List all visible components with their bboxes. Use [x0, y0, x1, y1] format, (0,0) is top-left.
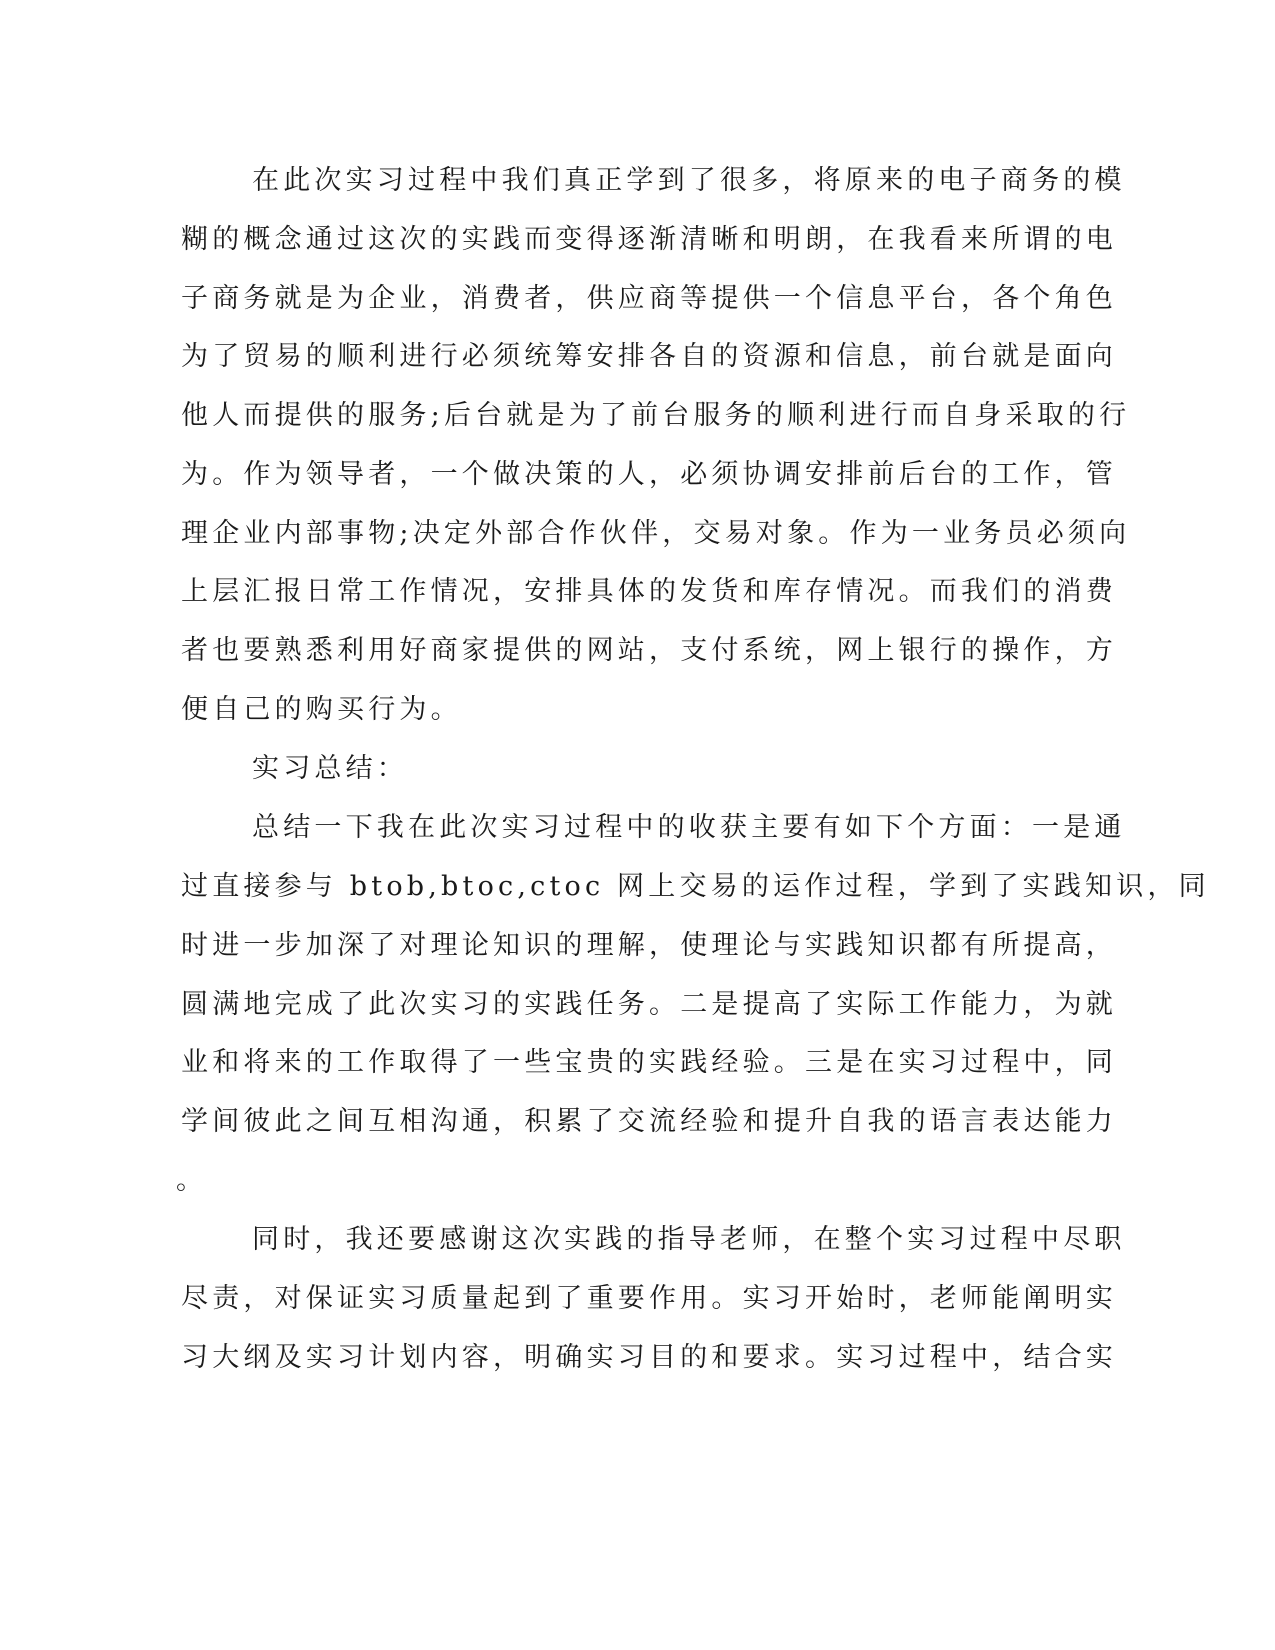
- paragraph-2-line-5: 业和将来的工作取得了一些宝贵的实践经验。三是在实习过程中，同: [181, 1047, 1117, 1078]
- paragraph-2-line-7: 。: [176, 1165, 208, 1196]
- paragraph-2-line-1: 总结一下我在此次实习过程中的收获主要有如下个方面：一是通: [252, 812, 1126, 843]
- paragraph-1-line-8: 上层汇报日常工作情况，安排具体的发货和库存情况。而我们的消费: [181, 576, 1117, 607]
- paragraph-3-line-2: 尽责，对保证实习质量起到了重要作用。实习开始时，老师能阐明实: [181, 1283, 1117, 1314]
- paragraph-1-line-5: 他人而提供的服务;后台就是为了前台服务的顺利进行而自身采取的行: [181, 400, 1131, 431]
- paragraph-1-line-7: 理企业内部事物;决定外部合作伙伴，交易对象。作为一业务员必须向: [181, 518, 1131, 549]
- paragraph-3-line-1: 同时，我还要感谢这次实践的指导老师，在整个实习过程中尽职: [252, 1224, 1126, 1255]
- paragraph-1-line-6: 为。作为领导者，一个做决策的人，必须协调安排前后台的工作，管: [181, 459, 1117, 490]
- paragraph-2-line-6: 学间彼此之间互相沟通，积累了交流经验和提升自我的语言表达能力: [181, 1106, 1117, 1137]
- paragraph-2-line-2: 过直接参与 btob,btoc,ctoc 网上交易的运作过程，学到了实践知识，同: [181, 871, 1210, 902]
- paragraph-1-line-10: 便自己的购买行为。: [181, 694, 462, 725]
- paragraph-1-line-2: 糊的概念通过这次的实践而变得逐渐清晰和明朗，在我看来所谓的电: [181, 224, 1117, 255]
- paragraph-1-line-1: 在此次实习过程中我们真正学到了很多，将原来的电子商务的模: [252, 165, 1126, 196]
- paragraph-2-line-3: 时进一步加深了对理论知识的理解，使理论与实践知识都有所提高，: [181, 930, 1117, 961]
- paragraph-3-line-3: 习大纲及实习计划内容，明确实习目的和要求。实习过程中，结合实: [181, 1342, 1117, 1373]
- paragraph-1-line-3: 子商务就是为企业，消费者，供应商等提供一个信息平台，各个角色: [181, 283, 1117, 314]
- section-heading-summary: 实习总结：: [252, 753, 408, 784]
- paragraph-1-line-9: 者也要熟悉利用好商家提供的网站，支付系统，网上银行的操作，方: [181, 635, 1117, 666]
- paragraph-2-line-4: 圆满地完成了此次实习的实践任务。二是提高了实际工作能力，为就: [181, 989, 1117, 1020]
- paragraph-1-line-4: 为了贸易的顺利进行必须统筹安排各自的资源和信息，前台就是面向: [181, 341, 1117, 372]
